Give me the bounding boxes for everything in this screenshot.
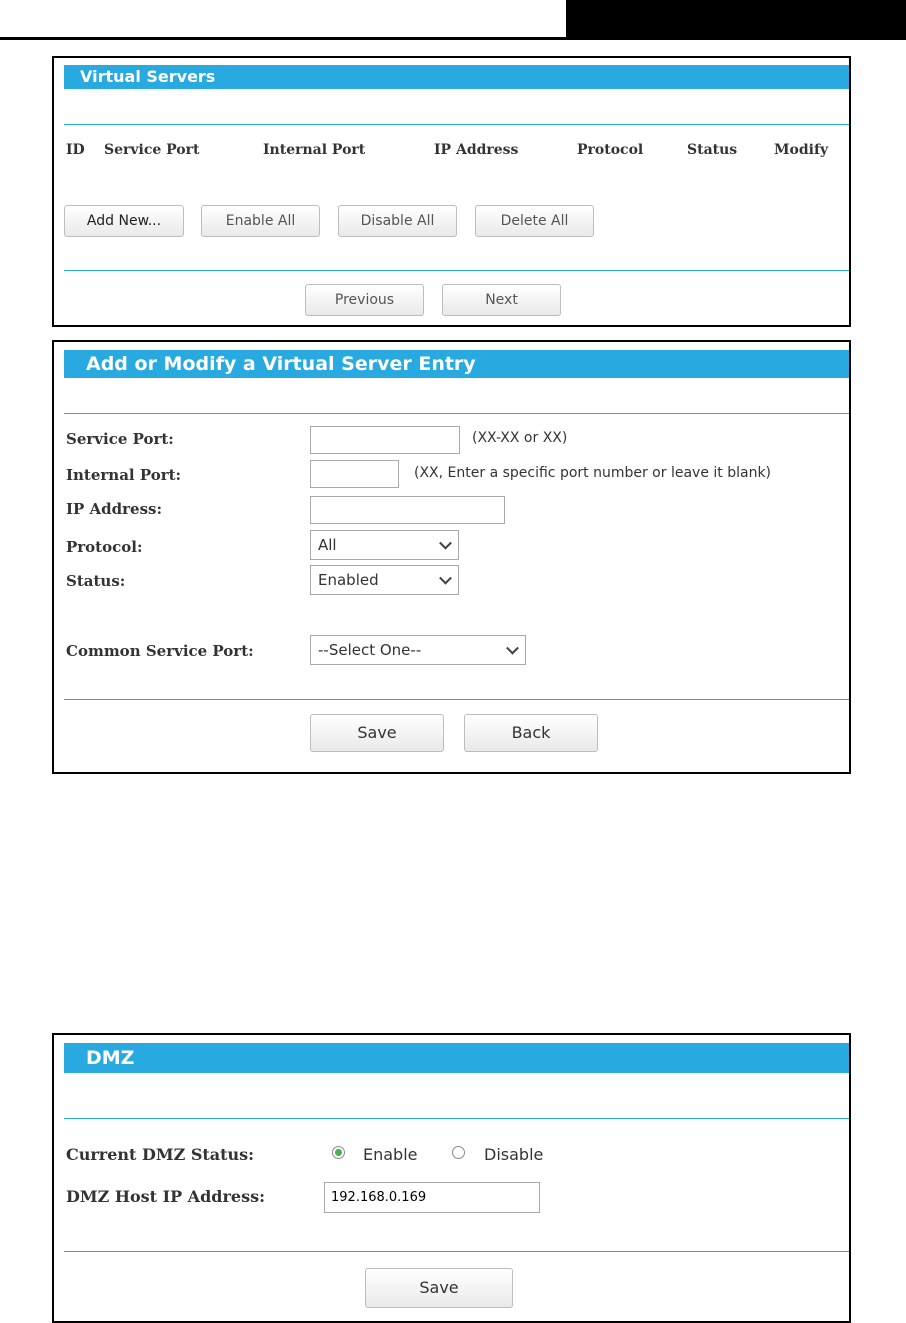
common-service-port-selected-value: --Select One--	[318, 641, 422, 659]
next-button[interactable]: Next	[442, 284, 561, 316]
panel-title: DMZ	[64, 1043, 849, 1073]
chevron-down-icon	[439, 537, 452, 550]
column-header-status: Status	[687, 142, 738, 158]
status-label: Status:	[66, 572, 126, 590]
internal-port-input[interactable]	[310, 460, 399, 488]
dmz-panel	[52, 1033, 851, 1323]
protocol-select[interactable]	[310, 530, 459, 560]
add-new-button[interactable]: Add New...	[64, 205, 184, 237]
column-header-service-port: Service Port	[104, 142, 200, 158]
current-dmz-status-label: Current DMZ Status:	[66, 1145, 255, 1164]
ip-address-input[interactable]	[310, 496, 505, 524]
delete-all-button[interactable]: Delete All	[475, 205, 594, 237]
divider	[64, 1251, 849, 1252]
page-header-rule	[0, 37, 566, 40]
enable-radio[interactable]	[332, 1146, 345, 1159]
virtual-servers-panel	[52, 56, 851, 327]
service-port-hint: (XX-XX or XX)	[472, 430, 568, 446]
page-header-block	[566, 0, 906, 40]
back-button[interactable]: Back	[464, 714, 598, 752]
internal-port-hint: (XX, Enter a specific port number or leave it blank)	[414, 465, 772, 481]
column-header-ip-address: IP Address	[434, 142, 519, 158]
enable-all-button[interactable]: Enable All	[201, 205, 320, 237]
column-header-protocol: Protocol	[577, 142, 644, 158]
divider	[64, 1118, 849, 1119]
divider	[64, 413, 849, 414]
chevron-down-icon	[439, 572, 452, 585]
disable-all-button[interactable]: Disable All	[338, 205, 457, 237]
protocol-label: Protocol:	[66, 538, 143, 556]
common-service-port-select[interactable]	[310, 635, 526, 665]
panel-title: Virtual Servers	[64, 65, 849, 89]
column-header-modify: Modify	[774, 142, 829, 158]
column-header-internal-port: Internal Port	[263, 142, 366, 158]
chevron-down-icon	[506, 642, 519, 655]
disable-radio-label: Disable	[484, 1145, 544, 1164]
save-button[interactable]: Save	[310, 714, 444, 752]
column-header-id: ID	[66, 142, 85, 158]
service-port-label: Service Port:	[66, 430, 174, 448]
internal-port-label: Internal Port:	[66, 466, 182, 484]
dmz-host-ip-input[interactable]: 192.168.0.169	[324, 1182, 540, 1213]
panel-title: Add or Modify a Virtual Server Entry	[64, 350, 849, 378]
divider	[64, 124, 849, 125]
status-selected-value: Enabled	[318, 571, 379, 589]
enable-radio-label: Enable	[363, 1145, 418, 1164]
protocol-selected-value: All	[318, 536, 337, 554]
common-service-port-label: Common Service Port:	[66, 642, 254, 660]
dmz-host-ip-label: DMZ Host IP Address:	[66, 1187, 265, 1206]
add-modify-entry-panel	[52, 340, 851, 774]
ip-address-label: IP Address:	[66, 500, 163, 518]
status-select[interactable]	[310, 565, 459, 595]
dmz-save-button[interactable]: Save	[365, 1268, 513, 1308]
divider	[64, 699, 849, 700]
divider	[64, 270, 849, 271]
service-port-input[interactable]	[310, 426, 460, 454]
disable-radio[interactable]	[452, 1146, 465, 1159]
previous-button[interactable]: Previous	[305, 284, 424, 316]
